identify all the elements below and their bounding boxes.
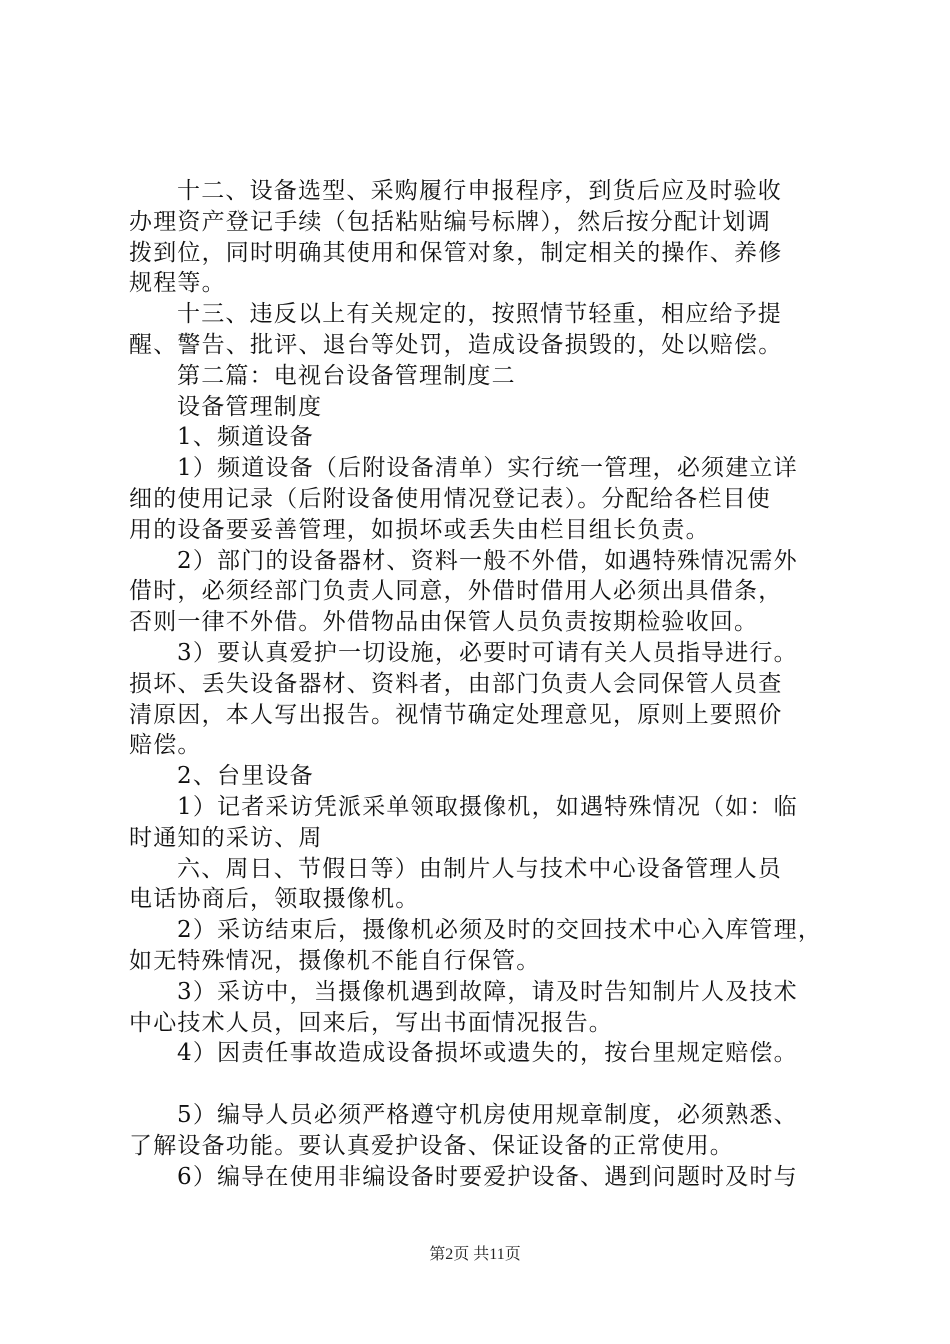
text-line: 细的使用记录（后附设备使用情况登记表）。分配给各栏目使	[129, 485, 771, 512]
text-line: 清原因，本人写出报告。视情节确定处理意见，原则上要照价	[129, 701, 783, 728]
text-line: 醒、警告、批评、退台等处罚，造成设备损毁的，处以赔偿。	[129, 331, 783, 358]
text-line: 了解设备功能。要认真爱护设备、保证设备的正常使用。	[129, 1132, 734, 1159]
text-line: 2）采访结束后，摄像机必须及时的交回技术中心入库管理，	[177, 917, 823, 944]
text-line: 赔偿。	[129, 732, 202, 759]
text-line: 用的设备要妥善管理，如损坏或丢失由栏目组长负责。	[129, 516, 710, 543]
text-line: 否则一律不外借。外借物品由保管人员负责按期检验收回。	[129, 609, 759, 636]
text-line: 5）编导人员必须严格遵守机房使用规章制度，必须熟悉、	[177, 1101, 798, 1128]
text-line: 损坏、丢失设备器材、资料者，由部门负责人会同保管人员查	[129, 670, 783, 697]
text-line: 1）频道设备（后附设备清单）实行统一管理，必须建立详	[177, 455, 798, 482]
blank-line	[129, 1069, 829, 1100]
text-line: 六、周日、节假日等）由制片人与技术中心设备管理人员	[177, 855, 782, 882]
text-line: 设备管理制度	[177, 393, 323, 420]
text-line: 4）因责任事故造成设备损坏或遗失的，按台里规定赔偿。	[177, 1040, 798, 1067]
text-line: 1）记者采访凭派采单领取摄像机，如遇特殊情况（如：临	[177, 793, 798, 820]
text-line: 十二、设备选型、采购履行申报程序，到货后应及时验收	[177, 178, 782, 204]
text-line: 时通知的采访、周	[129, 824, 323, 851]
text-line: 1、频道设备	[177, 424, 314, 451]
text-line: 中心技术人员，回来后，写出书面情况报告。	[129, 1009, 613, 1036]
text-line: 3）要认真爱护一切设施，必要时可请有关人员指导进行。	[177, 639, 798, 666]
document-body	[129, 176, 829, 1192]
text-line: 2）部门的设备器材、资料一般不外借，如遇特殊情况需外	[177, 547, 798, 574]
page-footer: 第2页 共11页	[429, 1246, 521, 1263]
text-line: 6）编导在使用非编设备时要爱护设备、遇到问题时及时与	[177, 1163, 798, 1190]
text-line: 电话协商后，领取摄像机。	[129, 886, 420, 913]
text-line: 如无特殊情况，摄像机不能自行保管。	[129, 947, 541, 974]
text-line: 3）采访中，当摄像机遇到故障，请及时告知制片人及技术	[177, 978, 798, 1005]
text-line: 十三、违反以上有关规定的，按照情节轻重，相应给予提	[177, 301, 782, 328]
text-line: 规程等。	[129, 270, 226, 297]
text-line: 2、台里设备	[177, 763, 314, 790]
text-line: 借时，必须经部门负责人同意，外借时借用人必须出具借条，	[129, 578, 783, 605]
text-line: 拨到位，同时明确其使用和保管对象，制定相关的操作、养修	[129, 239, 783, 266]
text-line: 办理资产登记手续（包括粘贴编号标牌），然后按分配计划调	[129, 208, 771, 235]
text-line: 第二篇：电视台设备管理制度二	[177, 362, 516, 389]
